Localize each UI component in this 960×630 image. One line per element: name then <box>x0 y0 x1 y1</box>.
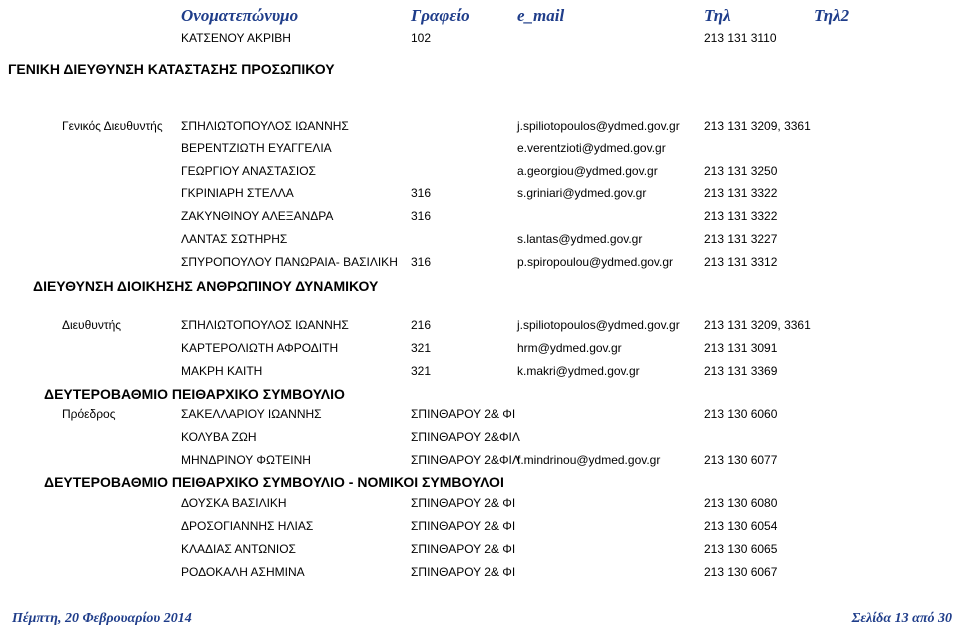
table-row <box>0 405 960 423</box>
name-cell: ΔΟΥΣΚΑ ΒΑΣΙΛΙΚΗ <box>181 496 287 510</box>
table-row <box>0 451 960 469</box>
office-cell: ΣΠΙΝΘΑΡΟΥ 2& ΦΙ <box>411 496 516 510</box>
office-cell: 102 <box>411 31 432 45</box>
table-row <box>0 117 960 135</box>
name-cell: ΜΑΚΡΗ ΚΑΙΤΗ <box>181 364 263 378</box>
office-cell: 321 <box>411 364 432 378</box>
table-row <box>0 540 960 558</box>
column-header-name: Ονοματεπώνυμο <box>181 6 299 25</box>
email-cell: a.georgiou@ydmed.gov.gr <box>517 164 658 178</box>
email-cell: j.spiliotopoulos@ydmed.gov.gr <box>517 318 680 332</box>
footer-page-number: Σελίδα 13 από 30 <box>851 611 952 626</box>
table-row <box>0 230 960 248</box>
section-title: ΔΕΥΤΕΡΟΒΑΘΜΙΟ ΠΕΙΘΑΡΧΙΚΟ ΣΥΜΒΟΥΛΙΟ <box>44 386 345 402</box>
phone-cell: 213 131 3322 <box>704 186 778 200</box>
phone-cell: 213 131 3312 <box>704 255 778 269</box>
office-cell: 216 <box>411 318 432 332</box>
name-cell: ΜΗΝΔΡΙΝΟΥ ΦΩΤΕΙΝΗ <box>181 453 311 467</box>
table-row <box>0 494 960 512</box>
email-cell: s.griniari@ydmed.gov.gr <box>517 186 647 200</box>
role-cell: Διευθυντής <box>62 318 122 332</box>
table-row <box>0 428 960 446</box>
table-row <box>0 184 960 202</box>
name-cell: ΚΟΛΥΒΑ ΖΩΗ <box>181 430 257 444</box>
name-cell: ΣΠΗΛΙΩΤΟΠΟΥΛΟΣ ΙΩΑΝΝΗΣ <box>181 119 349 133</box>
phone-cell: 213 131 3369 <box>704 364 778 378</box>
table-row <box>0 339 960 357</box>
office-cell: 321 <box>411 341 432 355</box>
table-row <box>0 162 960 180</box>
phone-cell: 213 130 6077 <box>704 453 778 467</box>
table-row <box>0 207 960 225</box>
name-cell: ΚΛΑΔΙΑΣ ΑΝΤΩΝΙΟΣ <box>181 542 296 556</box>
office-cell: ΣΠΙΝΘΑΡΟΥ 2& ΦΙ <box>411 519 516 533</box>
column-header-phone2: Τηλ2 <box>814 6 850 25</box>
column-header-office: Γραφείο <box>411 6 470 25</box>
table-row <box>0 29 960 47</box>
name-cell: ΣΑΚΕΛΛΑΡΙΟΥ ΙΩΑΝΝΗΣ <box>181 407 322 421</box>
name-cell: ΣΠΥΡΟΠΟΥΛΟΥ ΠΑΝΩΡΑΙΑ- ΒΑΣΙΛΙΚΗ <box>181 255 398 269</box>
name-cell: ΡΟΔΟΚΑΛΗ ΑΣΗΜΙΝΑ <box>181 565 305 579</box>
email-cell: j.spiliotopoulos@ydmed.gov.gr <box>517 119 680 133</box>
name-cell: ΔΡΟΣΟΓΙΑΝΝΗΣ ΗΛΙΑΣ <box>181 519 314 533</box>
name-cell: ΛΑΝΤΑΣ ΣΩΤΗΡΗΣ <box>181 232 288 246</box>
name-cell: ΚΑΡΤΕΡΟΛΙΩΤΗ ΑΦΡΟΔΙΤΗ <box>181 341 339 355</box>
email-cell: p.spiropoulou@ydmed.gov.gr <box>517 255 674 269</box>
office-cell: ΣΠΙΝΘΑΡΟΥ 2&ΦΙΛ <box>411 453 520 467</box>
office-cell: ΣΠΙΝΘΑΡΟΥ 2& ΦΙ <box>411 407 516 421</box>
email-cell: s.lantas@ydmed.gov.gr <box>517 232 643 246</box>
role-cell: Πρόεδρος <box>62 407 116 421</box>
office-cell: ΣΠΙΝΘΑΡΟΥ 2& ΦΙ <box>411 542 516 556</box>
section-title: ΔΙΕΥΘΥΝΣΗ ΔΙΟΙΚΗΣΗΣ ΑΝΘΡΩΠΙΝΟΥ ΔΥΝΑΜΙΚΟΥ <box>33 278 379 294</box>
name-cell: ΓΚΡΙΝΙΑΡΗ ΣΤΕΛΛΑ <box>181 186 294 200</box>
phone-cell: 213 130 6054 <box>704 519 778 533</box>
table-row <box>0 139 960 157</box>
office-cell: ΣΠΙΝΘΑΡΟΥ 2&ΦΙΛ <box>411 430 520 444</box>
name-cell: ΒΕΡΕΝΤΖΙΩΤΗ ΕΥΑΓΓΕΛΙΑ <box>181 141 332 155</box>
column-header-phone: Τηλ <box>704 6 731 25</box>
phone-cell: 213 130 6065 <box>704 542 778 556</box>
phone-cell: 213 131 3209, 3361 <box>704 119 811 133</box>
phone-cell: 213 131 3227 <box>704 232 778 246</box>
email-cell: f.mindrinou@ydmed.gov.gr <box>517 453 661 467</box>
name-cell: ΖΑΚΥΝΘΙΝΟΥ ΑΛΕΞΑΝΔΡΑ <box>181 209 334 223</box>
table-row <box>0 362 960 380</box>
role-cell: Γενικός Διευθυντής <box>62 119 163 133</box>
footer-date: Πέμπτη, 20 Φεβρουαρίου 2014 <box>12 611 192 626</box>
email-cell: hrm@ydmed.gov.gr <box>517 341 622 355</box>
phone-cell: 213 130 6067 <box>704 565 778 579</box>
section-title: ΓΕΝΙΚΗ ΔΙΕΥΘΥΝΣΗ ΚΑΤΑΣΤΑΣΗΣ ΠΡΟΣΩΠΙΚΟΥ <box>8 61 335 77</box>
name-cell: ΣΠΗΛΙΩΤΟΠΟΥΛΟΣ ΙΩΑΝΝΗΣ <box>181 318 349 332</box>
email-cell: e.verentzioti@ydmed.gov.gr <box>517 141 666 155</box>
phone-cell: 213 131 3091 <box>704 341 778 355</box>
phone-cell: 213 131 3322 <box>704 209 778 223</box>
office-cell: 316 <box>411 209 432 223</box>
office-cell: 316 <box>411 255 432 269</box>
email-cell: k.makri@ydmed.gov.gr <box>517 364 640 378</box>
table-row <box>0 253 960 271</box>
table-row <box>0 517 960 535</box>
phone-cell: 213 130 6060 <box>704 407 778 421</box>
section-title: ΔΕΥΤΕΡΟΒΑΘΜΙΟ ΠΕΙΘΑΡΧΙΚΟ ΣΥΜΒΟΥΛΙΟ - ΝΟΜΙΚΟΙ ΣΥΜΒΟΥΛΟΙ <box>44 474 504 490</box>
phone-cell: 213 130 6080 <box>704 496 778 510</box>
name-cell: ΓΕΩΡΓΙΟΥ ΑΝΑΣΤΑΣΙΟΣ <box>181 164 316 178</box>
phone-cell: 213 131 3209, 3361 <box>704 318 811 332</box>
column-header-email: e_mail <box>517 6 565 25</box>
office-cell: 316 <box>411 186 432 200</box>
table-row <box>0 563 960 581</box>
phone-cell: 213 131 3250 <box>704 164 778 178</box>
table-row <box>0 316 960 334</box>
office-cell: ΣΠΙΝΘΑΡΟΥ 2& ΦΙ <box>411 565 516 579</box>
phone-cell: 213 131 3110 <box>704 31 777 45</box>
name-cell: ΚΑΤΣΕΝΟΥ ΑΚΡΙΒΗ <box>181 31 291 45</box>
